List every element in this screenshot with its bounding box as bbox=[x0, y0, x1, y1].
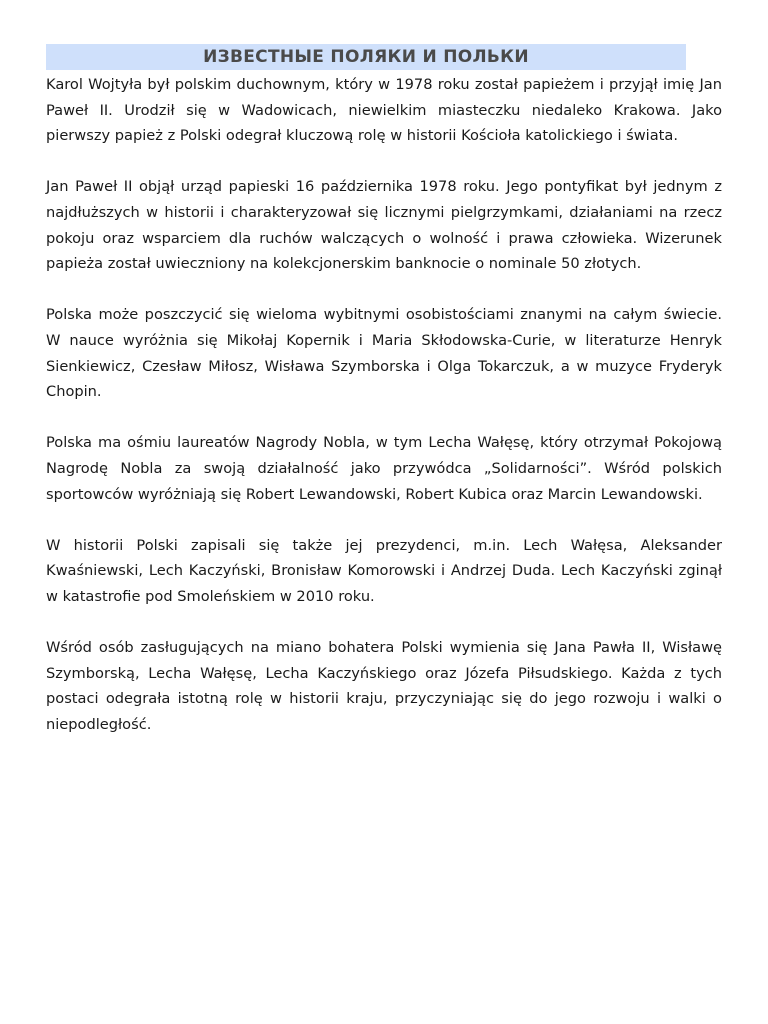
paragraph-heroes: Wśród osób zasługujących na miano bohatera Polski wymienia się Jana Pawła II, Wisławę Szymborską, Lecha Wałęsę, Lecha Kaczyńskiego oraz Józefa Piłsudskiego. Każda z tych postaci odegrała istotną rolę w historii kraju, przyczyniając się do jego rozwoju i walki o niepodległość. bbox=[46, 639, 722, 733]
paragraph-pontificate: Jan Paweł II objął urząd papieski 16 października 1978 roku. Jego pontyfikat był jednym z najdłuższych w historii i charakteryzował się licznymi pielgrzymkami, działaniami na rzecz pokoju oraz wsparciem dla ruchów walczących o wolność i prawa człowieka. Wizerunek papieża został uwieczniony na kolekcjonerskim banknocie o nominale 50 złotych. bbox=[46, 178, 722, 273]
paragraph-nobel-laureates: Polska ma ośmiu laureatów Nagrody Nobla, w tym Lecha Wałęsę, który otrzymał Pokojową Nagrodę Nobla za swoją działalność jako przywódca „Solidarności”. Wśród polskich sportowców wyróżniają się Robert Lewandowski, Robert Kubica oraz Marcin Lewandowski. bbox=[46, 434, 722, 503]
paragraph-famous-people: Polska może poszczycić się wieloma wybitnymi osobistościami znanymi na całym świecie. W nauce wyróżnia się Mikołaj Kopernik i Maria Skłodowska-Curie, w literaturze Henryk Sienkiewicz, Czesław Miłosz, Wisława Szymborska i Olga Tokarczuk, a w muzyce Fryderyk Chopin. bbox=[46, 306, 722, 401]
page-title: ИЗВЕСТНЫЕ ПОЛЯКИ И ПОЛЬКИ bbox=[203, 47, 529, 67]
paragraph-presidents: W historii Polski zapisali się także jej prezydenci, m.in. Lech Wałęsa, Aleksander Kwaśniewski, Lech Kaczyński, Bronisław Komorowski i Andrzej Duda. Lech Kaczyński zginął w katastrofie pod Smoleńskiem w 2010 roku. bbox=[46, 536, 722, 605]
document-page bbox=[46, 44, 722, 763]
paragraph-wojtyla: Karol Wojtyła był polskim duchownym, który w 1978 roku został papieżem i przyjął imię Jan Paweł II. Urodził się w Wadowicach, niewielkim miasteczku niedaleko Krakowa. Jako pierwszy papież z Polski odegrał kluczową rolę w historii Kościoła katolickiego i świata. bbox=[46, 76, 722, 145]
title-banner bbox=[46, 44, 686, 70]
